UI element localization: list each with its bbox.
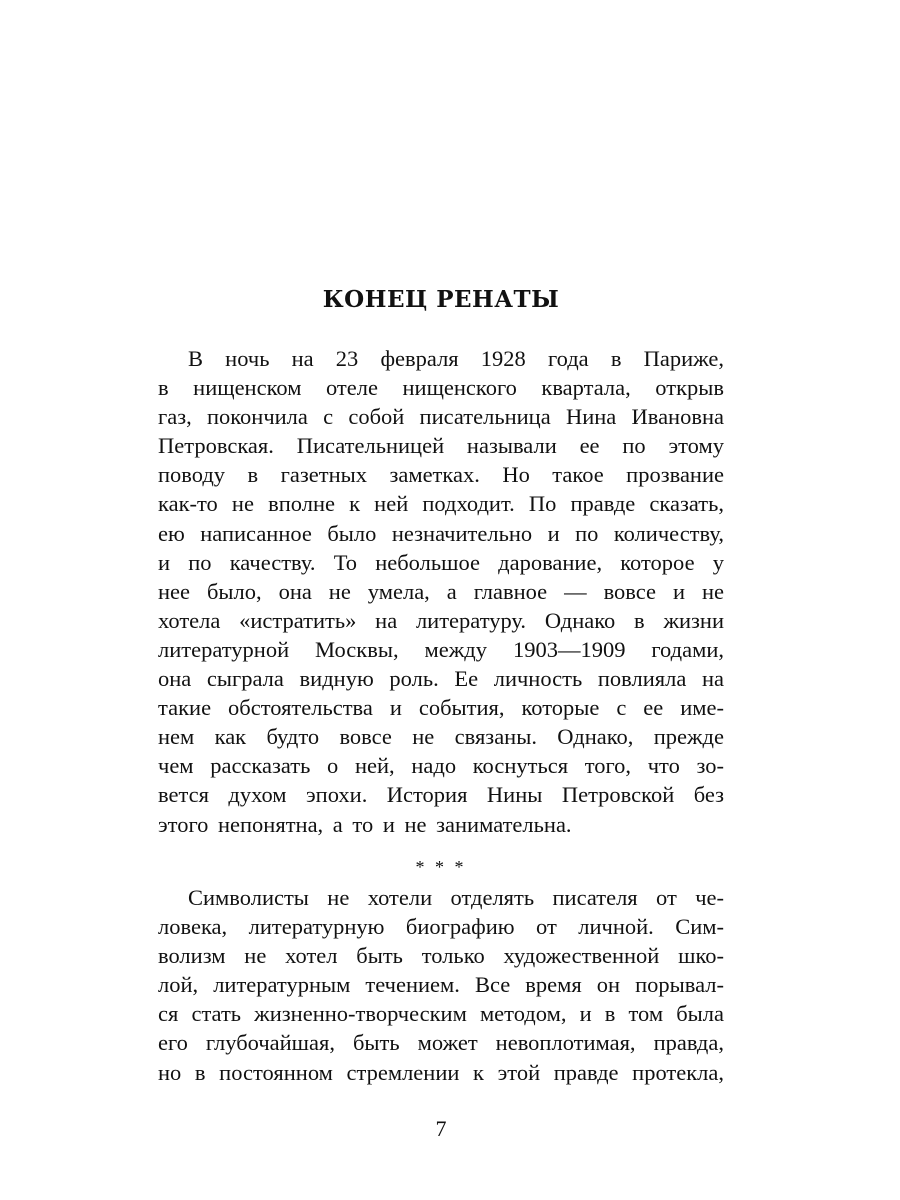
text-line: Петровская. Писательницей называли ее по этому: [158, 433, 724, 459]
text-line: как-то не вполне к ней подходит. По правде сказать,: [158, 491, 724, 517]
text-line: ею написанное было незначительно и по количеству,: [158, 520, 724, 546]
text-line: его глубочайшая, быть может невоплотимая, правда,: [158, 1030, 724, 1056]
paragraph-2: [158, 883, 724, 1087]
text-line: но в постоянном стремлении к этой правде протекла,: [158, 1059, 724, 1085]
text-line: В ночь на 23 февраля 1928 года в Париже,: [188, 346, 724, 371]
text-line: литературной Москвы, между 1903—1909 годами,: [158, 636, 724, 662]
text-line: поводу в газетных заметках. Но такое прозвание: [158, 462, 724, 488]
section-separator: * * *: [415, 857, 467, 877]
text-line: волизм не хотел быть только художественной шко-: [158, 943, 724, 969]
text-line: нем как будто вовсе не связаны. Однако, прежде: [158, 724, 724, 750]
text-line: чем рассказать о ней, надо коснуться того, что зо-: [158, 753, 724, 779]
chapter-title: КОНЕЦ РЕНАТЫ: [322, 286, 560, 313]
text-line: и по качеству. То небольшое дарование, которое у: [158, 549, 724, 575]
text-line: лой, литературным течением. Все время он порывал-: [158, 972, 724, 998]
page-number: 7: [435, 1116, 447, 1141]
text-line: Символисты не хотели отделять писателя от че-: [188, 885, 724, 910]
text-line: вется духом эпохи. История Нины Петровской без: [158, 782, 724, 808]
text-line: такие обстоятельства и события, которые с ее име-: [158, 695, 724, 721]
text-line: нее было, она не умела, а главное — вовсе и не: [158, 578, 724, 604]
text-line: ся стать жизненно-творческим методом, и в том была: [158, 1001, 724, 1027]
text-line: этого непонятна, а то и не занимательна.: [158, 811, 572, 837]
text-line: ловека, литературную биографию от личной. Сим-: [158, 914, 724, 940]
text-line: в нищенском отеле нищенского квартала, открыв: [158, 375, 724, 401]
book-page: [158, 0, 724, 1200]
text-line: газ, покончила с собой писательница Нина Ивановна: [158, 404, 724, 430]
text-line: хотела «истратить» на литературу. Однако в жизни: [158, 607, 724, 633]
paragraph-1: [158, 344, 724, 839]
text-line: она сыграла видную роль. Ее личность повлияла на: [158, 666, 724, 692]
